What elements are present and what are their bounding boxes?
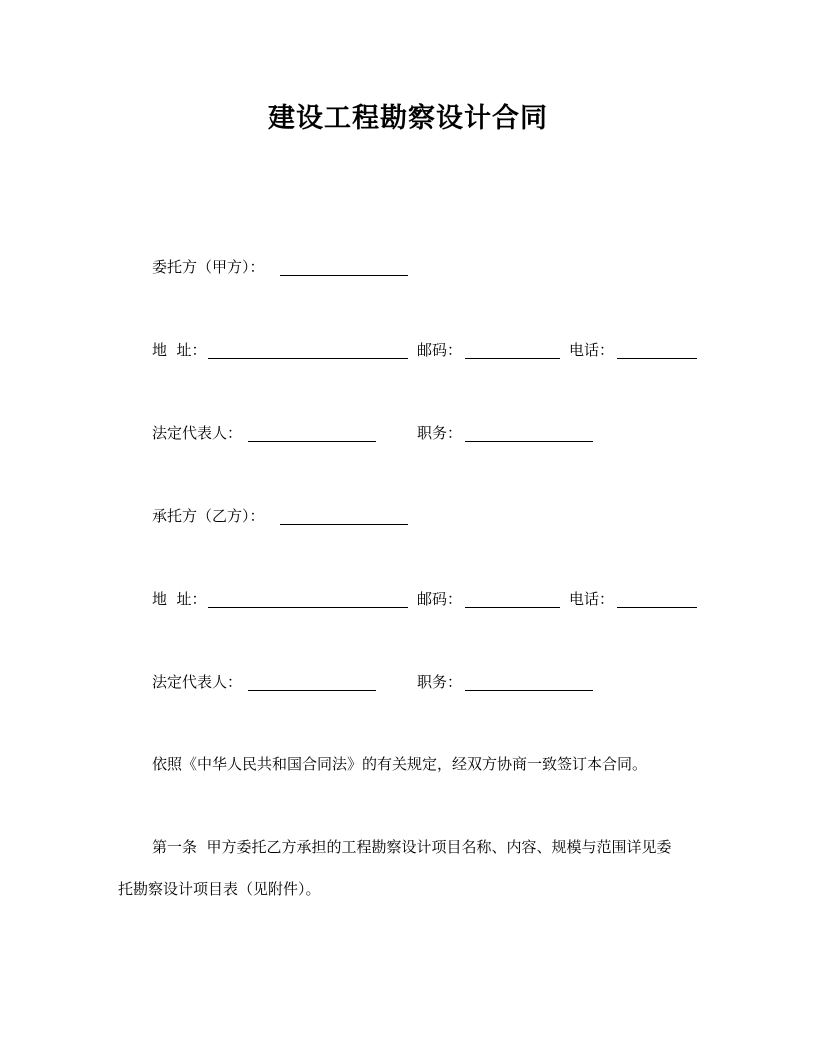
party-a-position-label: 职务：: [417, 424, 463, 442]
party-a-address-label: 地 址：: [152, 341, 207, 359]
party-a-postcode-blank[interactable]: [465, 358, 560, 359]
party-b-label: 承托方（乙方）：: [152, 507, 265, 525]
party-a-blank[interactable]: [280, 275, 408, 276]
intro-paragraph: 依照《中华人民共和国合同法》的有关规定，经双方协商一致签订本合同。: [152, 755, 648, 773]
article-1-line-2: 托勘察设计项目表（见附件）。: [118, 880, 321, 898]
party-a-phone-label: 电话：: [569, 341, 615, 359]
party-b-position-label: 职务：: [417, 673, 463, 691]
party-b-legal-rep-blank[interactable]: [248, 690, 376, 691]
party-b-legal-rep-label: 法定代表人：: [152, 673, 243, 691]
party-a-phone-blank[interactable]: [617, 358, 697, 359]
party-b-postcode-label: 邮码：: [417, 590, 463, 608]
party-a-label: 委托方（甲方）：: [152, 258, 265, 276]
article-1-line-1: 第一条 甲方委托乙方承担的工程勘察设计项目名称、内容、规模与范围详见委: [152, 838, 672, 856]
party-a-address-blank[interactable]: [208, 358, 408, 359]
page-title: 建设工程勘察设计合同: [268, 103, 548, 134]
party-b-blank[interactable]: [280, 524, 408, 525]
party-b-address-label: 地 址：: [152, 590, 207, 608]
party-b-postcode-blank[interactable]: [465, 607, 560, 608]
party-b-phone-blank[interactable]: [617, 607, 697, 608]
party-a-legal-rep-label: 法定代表人：: [152, 424, 243, 442]
party-b-position-blank[interactable]: [465, 690, 593, 691]
party-a-legal-rep-blank[interactable]: [248, 441, 376, 442]
party-b-phone-label: 电话：: [569, 590, 615, 608]
party-a-postcode-label: 邮码：: [417, 341, 463, 359]
party-a-position-blank[interactable]: [465, 441, 593, 442]
party-b-address-blank[interactable]: [208, 607, 408, 608]
